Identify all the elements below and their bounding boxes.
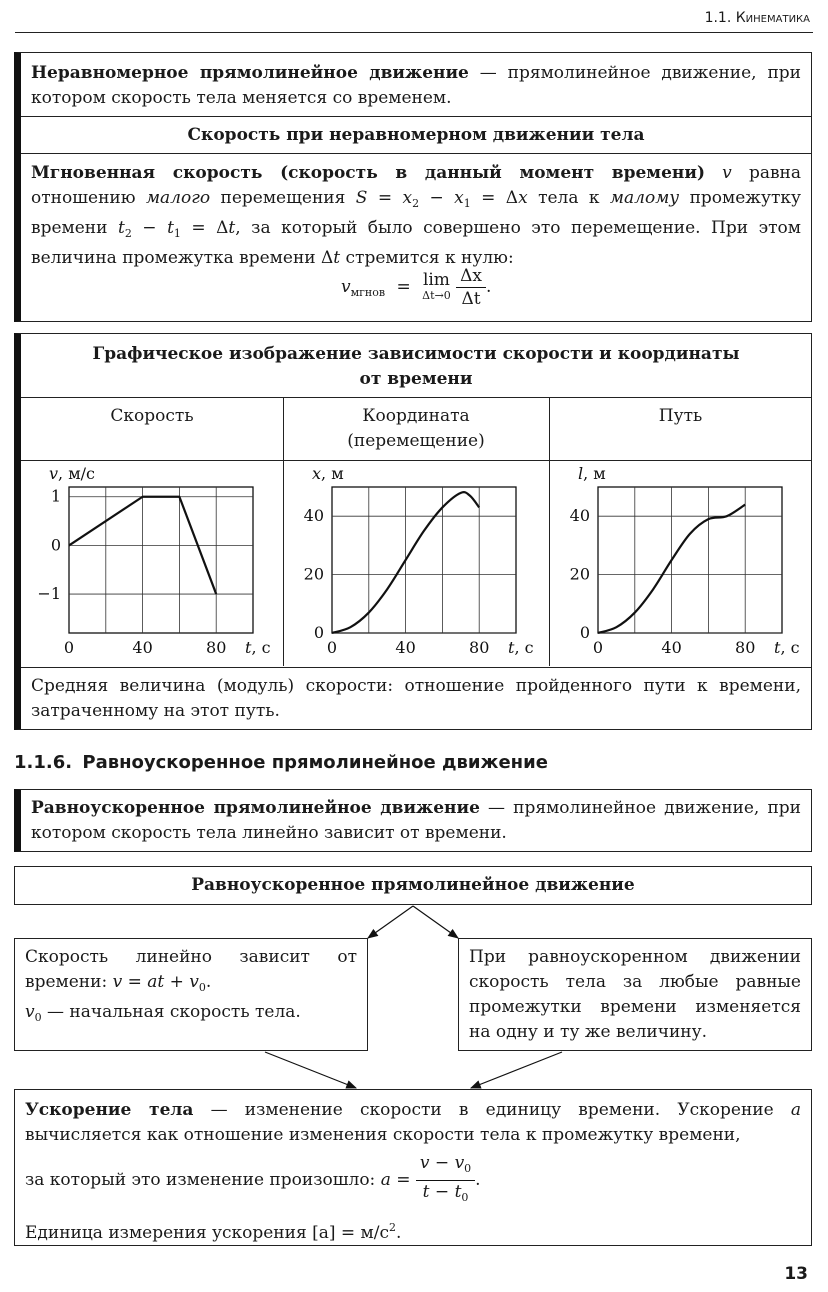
uniform-accel-definition-text: — прямолинейное движение, при котором скорость тела линейно зависит от времени. — [31, 798, 801, 843]
arrow-to-left-box — [368, 906, 413, 938]
delta-fraction: $\frac{\Delta x}{\Delta t}$ — [456, 265, 486, 310]
left-box-line1: Скорость линейно зависит от — [25, 947, 357, 967]
y-tick-label: 0 — [579, 623, 590, 642]
x-axis-label: t, с — [508, 638, 534, 657]
y-axis-label: l, м — [578, 464, 606, 483]
x-tick-label: 80 — [469, 638, 490, 657]
instant-velocity-text: Мгновенная скорость (скорость в данный момент времени) v равна отношению малого перемещения $S = x_2 - x_1 = \Delta x$ тела к малому промежутку времени $t_2 - t_1 = \Delta t$, за который было совершено это перемещение. При этом величина промежутка времени Δt стремится к нулю: — [31, 163, 801, 268]
graphs-heading-line2: от времени — [359, 369, 473, 389]
diagram-right-box — [458, 938, 812, 1051]
header-section-number: 1.1. — [704, 10, 732, 26]
x-tick-label: 80 — [206, 638, 227, 657]
diagram-left-box — [14, 938, 368, 1051]
acceleration-unit-line: Единица измерения ускорения $[a] = м/с^2$. — [25, 1221, 402, 1243]
average-speed-text: Средняя величина (модуль) скорости: отношение пройденного пути к времени, затраченному на этот путь. — [31, 676, 801, 721]
acceleration-fraction: $\frac{v - v_0}{t - t_0}$ — [416, 1152, 475, 1209]
acceleration-definition: Ускорение тела — изменение скорости в единицу времени. Ускорение a вычисляется как отношение изменения скорости тела к промежутку времени, — [25, 1100, 801, 1145]
x-tick-label: 0 — [63, 638, 75, 657]
velocity-heading-text: Скорость при неравномерном движении тела — [187, 125, 645, 145]
acceleration-box — [14, 1089, 812, 1246]
x-axis-label: t, с — [774, 638, 800, 657]
uniform-accel-term: Равноускоренное прямолинейное движение — [31, 798, 480, 818]
y-tick-label: 20 — [303, 564, 324, 584]
y-axis-label: x, м — [312, 464, 344, 483]
y-tick-label: 0 — [50, 535, 61, 555]
acceleration-term: Ускорение тела — [25, 1100, 194, 1120]
x-tick-label: 40 — [395, 638, 416, 657]
x-tick-label: 0 — [592, 638, 604, 657]
nonuniform-term: Неравномерное прямолинейное движение — [31, 63, 469, 83]
instant-velocity-formula: $v_{мгнов}$ = lim Δt→0 $\frac{\Delta x}{\Delta t}$ . — [341, 266, 492, 309]
y-tick-label: −1 — [37, 584, 61, 604]
arrow-from-left-box — [265, 1052, 356, 1088]
limit-operator: lim Δt→0 — [422, 269, 451, 302]
y-tick-label: 40 — [303, 506, 324, 526]
formula-subscript: мгнов — [350, 286, 386, 299]
x-tick-label: 0 — [326, 638, 338, 657]
right-box-text: При равноускоренном движении скорость тела за любые равные промежутки времени изменяется на одну и ту же величину. — [469, 947, 801, 1042]
y-tick-label: 40 — [569, 506, 590, 526]
y-tick-label: 20 — [569, 564, 590, 584]
section-number: 1.1.6. — [14, 752, 73, 773]
arrow-from-right-box — [471, 1052, 562, 1088]
acceleration-formula-line: за который это изменение произошло: a = $\frac{v - v_0}{t - t_0}$ . — [25, 1152, 801, 1209]
arrow-to-right-box — [413, 906, 458, 938]
diagram-top-text: Равноускоренное прямолинейное движение — [191, 875, 635, 895]
column-path-title: Путь — [658, 406, 703, 426]
column-velocity-title: Скорость — [110, 406, 194, 426]
x-tick-label: 80 — [735, 638, 756, 657]
header-title: Кинематика — [735, 10, 810, 26]
column-coordinate-title: Координата (перемещение) — [347, 406, 485, 451]
y-tick-label: 1 — [50, 486, 61, 506]
x-axis-label: t, с — [245, 638, 271, 657]
instant-velocity-term: Мгновенная скорость (скорость в данный момент времени) — [31, 163, 705, 183]
x-tick-label: 40 — [661, 638, 682, 657]
page-number: 13 — [784, 1264, 808, 1284]
left-box-line2: времени: v = at + $v_0$. — [25, 972, 212, 994]
graphs-heading-line1: Графическое изображение зависимости скорости и координаты — [92, 344, 740, 364]
y-tick-label: 0 — [313, 623, 324, 642]
left-box-line3: $v_0$ — начальная скорость тела. — [25, 1002, 301, 1024]
x-tick-label: 40 — [132, 638, 153, 657]
nonuniform-definition-text: — прямолинейное движение, при котором скорость тела меняется со временем. — [31, 63, 802, 108]
section-title: Равноускоренное прямолинейное движение — [82, 752, 548, 773]
y-axis-label: v, м/с — [49, 464, 96, 483]
